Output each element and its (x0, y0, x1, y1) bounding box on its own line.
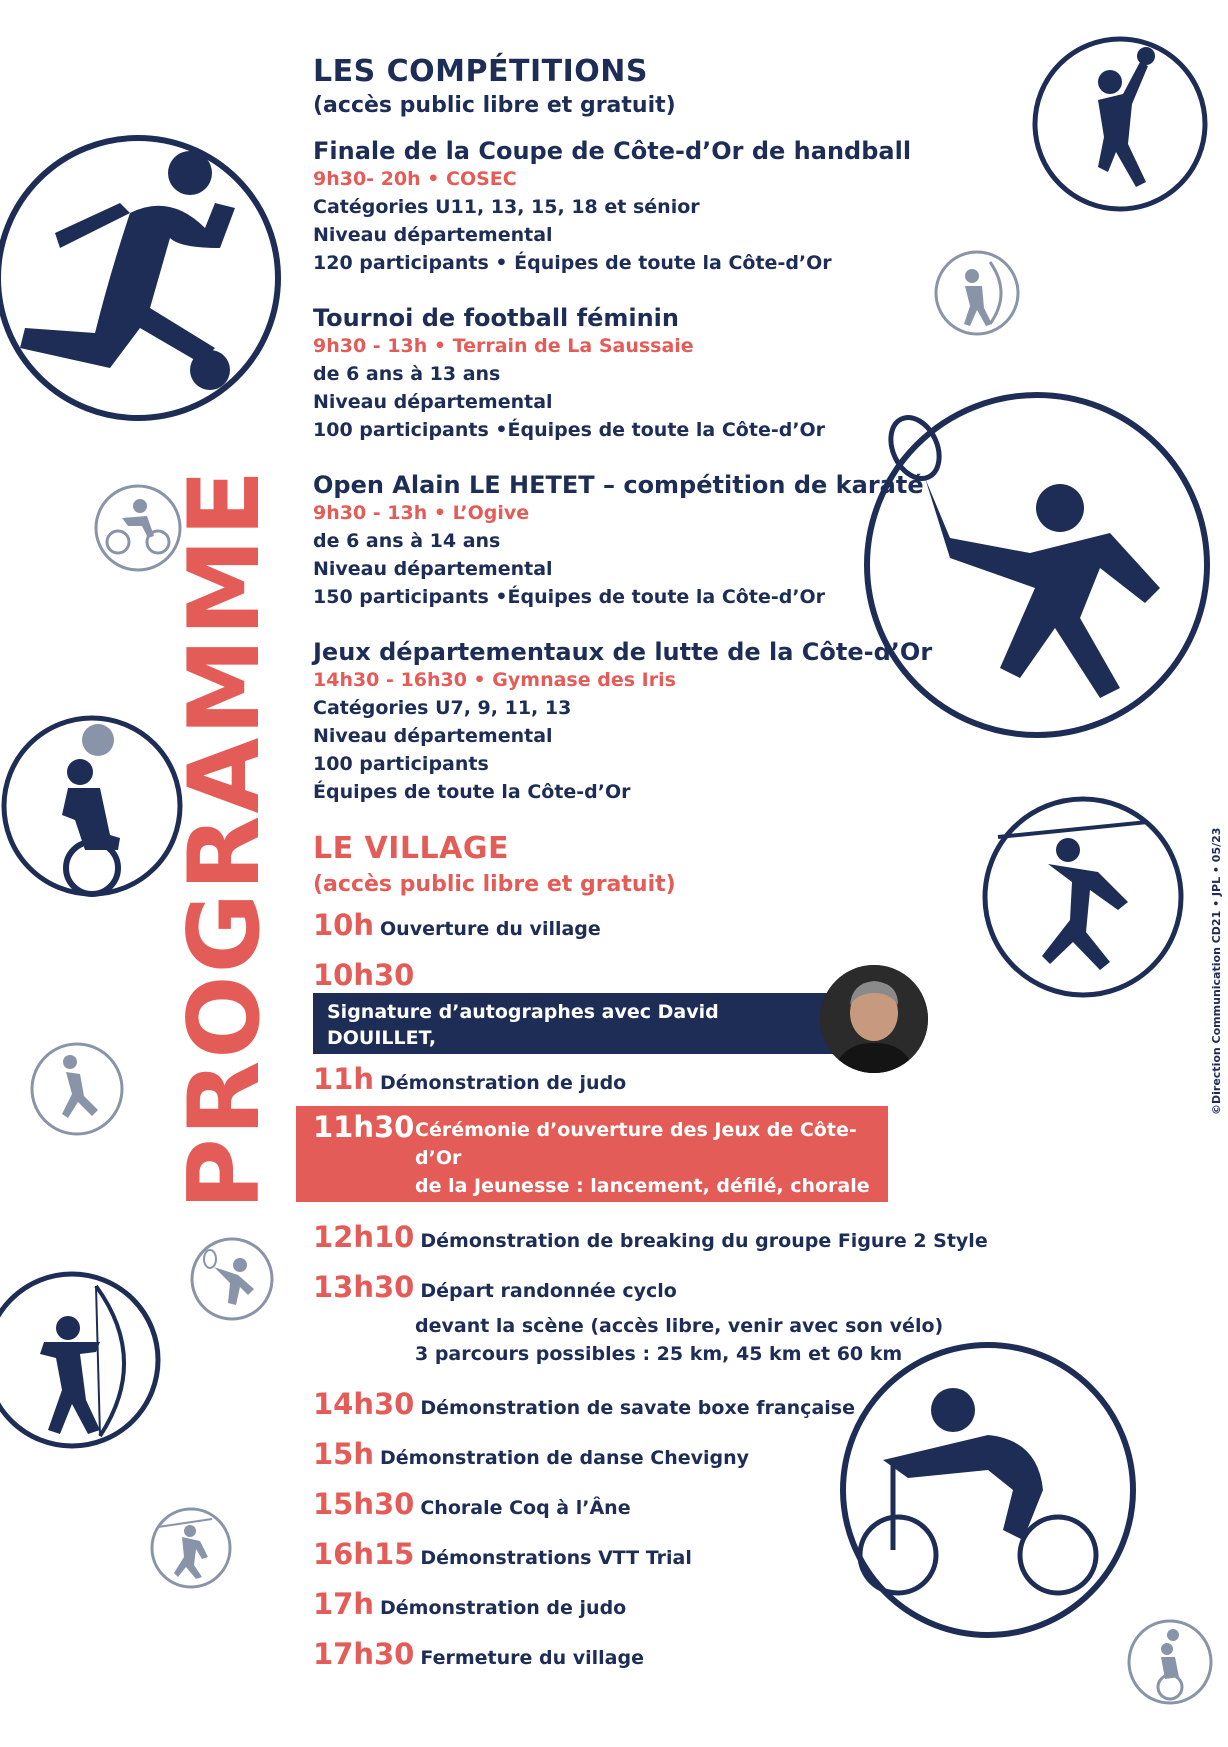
event-line: 120 participants • Équipes de toute la Côte-d’Or (313, 252, 832, 274)
tennis-small-icon (188, 1235, 276, 1323)
village-title: LE VILLAGE (313, 831, 510, 866)
village-time: 16h15 (313, 1537, 415, 1571)
cyclist-large-icon (838, 1340, 1138, 1640)
village-desc: Démonstrations VTT Trial (420, 1547, 692, 1569)
event-time: 9h30- 20h • COSEC (313, 168, 517, 190)
event-line: Équipes de toute la Côte-d’Or (313, 781, 631, 803)
wheelchair-small-icon (1125, 1617, 1215, 1707)
ceremony-box (296, 1106, 888, 1225)
event-time: 9h30 - 13h • Terrain de La Saussaie (313, 335, 694, 357)
credit-text: ©Direction Communication CD21 • JPL • 05/23 (1210, 827, 1223, 1115)
football-player-icon (0, 98, 300, 458)
autograph-box (313, 993, 833, 1075)
village-desc: Fermeture du village (420, 1647, 644, 1669)
event-line: Niveau départemental (313, 224, 553, 246)
village-desc: Démonstration de danse Chevigny (380, 1447, 750, 1469)
event-handball (313, 137, 911, 277)
village-desc: Départ randonnée cyclo (420, 1280, 677, 1302)
ceremony-line: Cérémonie d’ouverture des Jeux de Côte-d’Or (415, 1119, 857, 1169)
village-time: 14h30 (313, 1387, 415, 1421)
event-football (313, 304, 825, 444)
competitions-subtitle: (accès public libre et gratuit) (313, 93, 676, 118)
village-time: 10h (313, 908, 375, 942)
event-line: de 6 ans à 14 ans (313, 530, 501, 552)
programme-title: PROGRAMME (168, 467, 282, 1210)
event-line: 150 participants •Équipes de toute la Côte-d’Or (313, 586, 826, 608)
cyclo-line: 3 parcours possibles : 25 km, 45 km et 60 km (415, 1343, 903, 1365)
event-time: 9h30 - 13h • L’Ogive (313, 502, 530, 524)
village-desc: Chorale Coq à l’Âne (420, 1497, 631, 1519)
event-line: 100 participants (313, 753, 489, 775)
village-desc: Démonstration de savate boxe française (420, 1397, 855, 1419)
cyclo-line: devant la scène (accès libre, venir avec son vélo) (415, 1315, 944, 1337)
event-line: Catégories U11, 13, 15, 18 et sénior (313, 196, 700, 218)
village-desc: Démonstration de judo (380, 1597, 627, 1619)
village-item (313, 1062, 626, 1096)
archer-icon (932, 248, 1022, 338)
village-time: 11h30 (313, 1110, 415, 1144)
basketball-wheelchair-icon (0, 710, 188, 902)
village-time: 15h (313, 1437, 375, 1471)
event-title: Finale de la Coupe de Côte-d’Or de handball (313, 137, 912, 165)
event-title: Jeux départementaux de lutte de la Côte-d’Or (313, 638, 933, 666)
village-item (313, 908, 601, 942)
village-item (313, 1487, 631, 1521)
event-time: 14h30 - 16h30 • Gymnase des Iris (313, 669, 676, 691)
event-lutte (313, 638, 932, 806)
village-time: 11h (313, 1062, 375, 1096)
handball-player-icon (1028, 32, 1213, 217)
event-karate (313, 471, 924, 611)
event-line: Catégories U7, 9, 11, 13 (313, 697, 572, 719)
village-item (313, 1437, 749, 1471)
village-time: 13h30 (313, 1270, 415, 1304)
village-time: 17h30 (313, 1637, 415, 1671)
village-item (313, 1387, 855, 1421)
autograph-line: Signature d’autographes avec David DOUILLET, (327, 1001, 719, 1049)
village-item (313, 1270, 677, 1304)
village-time: 12h10 (313, 1220, 415, 1254)
autograph-line: parrain de l’événement • stand JUDO (327, 1053, 726, 1075)
javelin-small-icon (148, 1505, 234, 1591)
village-time: 15h30 (313, 1487, 415, 1521)
event-line: Niveau départemental (313, 558, 553, 580)
village-time: 17h (313, 1587, 375, 1621)
ceremony-line: de la Jeunesse : lancement, défilé, chorale (415, 1175, 870, 1197)
village-item (313, 1537, 692, 1571)
event-title: Tournoi de football féminin (313, 304, 679, 332)
village-desc: Ouverture du village (380, 918, 601, 940)
village-item (313, 958, 414, 992)
competitions-title: LES COMPÉTITIONS (313, 54, 648, 89)
event-line: de 6 ans à 13 ans (313, 363, 501, 385)
village-desc: Démonstration de breaking du groupe Figure 2 Style (420, 1230, 988, 1252)
david-douillet-photo (820, 965, 928, 1073)
event-line: 100 participants •Équipes de toute la Côte-d’Or (313, 419, 826, 441)
village-item (313, 1220, 988, 1254)
village-item (313, 1587, 626, 1621)
event-line: Niveau départemental (313, 725, 553, 747)
gymnast-icon (28, 1040, 126, 1138)
village-subtitle: (accès public libre et gratuit) (313, 872, 676, 897)
event-title: Open Alain LE HETET – compétition de karaté (313, 471, 924, 499)
archer-large-icon (0, 1270, 180, 1450)
javelin-thrower-icon (978, 792, 1188, 1002)
village-time: 10h30 (313, 958, 415, 992)
village-desc: Démonstration de judo (380, 1072, 627, 1094)
ceremony-line: en présence de David DOUILLET (415, 1203, 758, 1225)
village-item (313, 1637, 644, 1671)
event-line: Niveau départemental (313, 391, 553, 413)
cyclo-details (415, 1312, 943, 1368)
